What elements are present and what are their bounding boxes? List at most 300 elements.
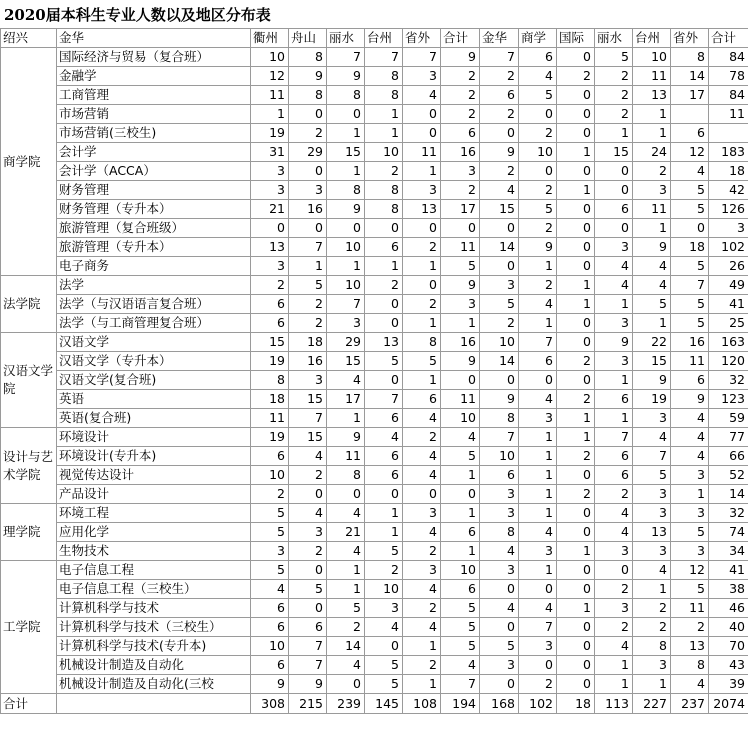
total-blank-cell [57,694,251,714]
value-cell: 4 [633,428,671,447]
value-cell: 8 [365,86,403,105]
value-cell: 6 [365,447,403,466]
value-cell: 8 [633,637,671,656]
major-cell: 法学 [57,276,251,295]
table-row [1,67,748,86]
value-cell: 0 [289,162,327,181]
value-cell: 10 [480,447,519,466]
value-cell: 1 [365,105,403,124]
column-header: 丽水 [595,29,633,48]
value-cell: 2 [289,542,327,561]
total-value-cell: 113 [595,694,633,714]
value-cell: 15 [289,428,327,447]
value-cell: 1 [365,504,403,523]
value-cell: 1 [595,656,633,675]
value-cell: 8 [480,523,519,542]
table-row [1,447,748,466]
value-cell: 7 [480,428,519,447]
column-header: 国际 [557,29,595,48]
value-cell: 2 [289,314,327,333]
value-cell: 1 [403,162,441,181]
column-header: 丽水 [327,29,365,48]
value-cell: 4 [595,637,633,656]
value-cell: 2 [519,276,557,295]
value-cell: 9 [671,390,709,409]
major-cell: 电子信息工程 [57,561,251,580]
table-row [1,523,748,542]
value-cell: 15 [595,143,633,162]
value-cell: 0 [365,485,403,504]
value-cell: 5 [671,523,709,542]
value-cell: 9 [251,675,289,694]
value-cell: 3 [251,542,289,561]
value-cell: 11 [633,200,671,219]
major-cell: 汉语文学 [57,333,251,352]
value-cell: 29 [289,143,327,162]
value-cell: 12 [671,143,709,162]
value-cell: 5 [480,295,519,314]
value-cell: 10 [251,48,289,67]
value-cell: 2 [557,67,595,86]
value-cell: 2 [633,599,671,618]
value-cell: 1 [441,466,480,485]
value-cell: 3 [251,181,289,200]
value-cell: 18 [251,390,289,409]
column-header: 衢州 [251,29,289,48]
table-row [1,333,748,352]
table-row [1,352,748,371]
total-value-cell: 2074 [709,694,748,714]
value-cell: 6 [251,618,289,637]
value-cell: 0 [519,105,557,124]
major-cell: 会计学 [57,143,251,162]
value-cell: 3 [365,599,403,618]
value-cell: 5 [403,352,441,371]
value-cell: 14 [480,352,519,371]
value-cell: 16 [671,333,709,352]
value-cell: 5 [289,276,327,295]
value-cell: 6 [441,523,480,542]
value-cell: 13 [671,637,709,656]
value-cell: 46 [709,599,748,618]
value-cell: 3 [633,656,671,675]
column-header: 绍兴 [1,29,57,48]
value-cell: 7 [519,618,557,637]
value-cell: 7 [327,295,365,314]
value-cell: 5 [519,200,557,219]
value-cell: 2 [519,219,557,238]
total-value-cell: 215 [289,694,327,714]
value-cell: 4 [403,86,441,105]
value-cell [709,124,748,143]
value-cell: 10 [519,143,557,162]
value-cell: 0 [557,618,595,637]
major-cell: 计算机科学与技术（三校生） [57,618,251,637]
value-cell: 3 [327,314,365,333]
value-cell: 4 [671,162,709,181]
value-cell: 1 [595,409,633,428]
value-cell: 4 [671,428,709,447]
table-row [1,314,748,333]
value-cell: 2 [557,390,595,409]
value-cell: 3 [519,637,557,656]
column-header: 省外 [671,29,709,48]
value-cell: 4 [251,580,289,599]
value-cell: 5 [327,599,365,618]
major-cell: 环境设计 [57,428,251,447]
value-cell: 7 [671,276,709,295]
value-cell: 7 [595,428,633,447]
total-value-cell: 168 [480,694,519,714]
value-cell: 5 [441,618,480,637]
value-cell: 3 [633,485,671,504]
major-cell: 旅游管理（专升本） [57,238,251,257]
value-cell: 2 [480,314,519,333]
value-cell: 0 [557,124,595,143]
value-cell: 2 [557,352,595,371]
value-cell: 9 [480,390,519,409]
value-cell: 4 [403,523,441,542]
value-cell: 70 [709,637,748,656]
value-cell: 0 [557,200,595,219]
value-cell: 6 [519,352,557,371]
major-cell: 会计学（ACCA） [57,162,251,181]
value-cell: 5 [441,599,480,618]
value-cell: 8 [671,656,709,675]
value-cell: 0 [327,105,365,124]
value-cell: 5 [633,295,671,314]
value-cell: 10 [327,238,365,257]
value-cell: 8 [289,86,327,105]
value-cell: 6 [251,656,289,675]
value-cell: 0 [480,580,519,599]
value-cell: 3 [480,276,519,295]
value-cell: 1 [327,561,365,580]
value-cell: 17 [327,390,365,409]
value-cell: 4 [671,409,709,428]
value-cell: 17 [671,86,709,105]
value-cell: 3 [289,523,327,542]
value-cell: 16 [441,333,480,352]
value-cell: 3 [403,181,441,200]
major-cell: 电子商务 [57,257,251,276]
value-cell: 0 [557,371,595,390]
value-cell: 4 [595,523,633,542]
value-cell: 4 [633,276,671,295]
column-header: 金华 [480,29,519,48]
value-cell: 9 [289,675,327,694]
value-cell: 2 [519,181,557,200]
value-cell: 9 [633,238,671,257]
value-cell: 13 [403,200,441,219]
value-cell: 14 [709,485,748,504]
table-row [1,162,748,181]
value-cell: 5 [671,295,709,314]
value-cell: 7 [365,48,403,67]
value-cell: 1 [403,257,441,276]
value-cell: 0 [480,257,519,276]
value-cell: 4 [595,257,633,276]
value-cell: 6 [251,314,289,333]
major-cell: 视觉传达设计 [57,466,251,485]
value-cell: 1 [289,257,327,276]
value-cell: 8 [671,48,709,67]
college-cell: 工学院 [1,561,57,694]
value-cell: 7 [519,333,557,352]
value-cell: 5 [480,637,519,656]
value-cell: 1 [519,257,557,276]
value-cell: 1 [595,675,633,694]
value-cell: 10 [441,561,480,580]
value-cell: 3 [519,542,557,561]
distribution-table [0,28,748,714]
value-cell: 0 [595,219,633,238]
value-cell: 3 [289,371,327,390]
value-cell: 1 [441,542,480,561]
value-cell: 3 [480,504,519,523]
table-row [1,542,748,561]
value-cell: 2 [289,295,327,314]
value-cell: 4 [671,675,709,694]
value-cell: 11 [403,143,441,162]
value-cell: 0 [557,238,595,257]
table-row [1,143,748,162]
value-cell: 0 [557,105,595,124]
total-value-cell: 108 [403,694,441,714]
major-cell: 机械设计制造及自动化 [57,656,251,675]
value-cell: 17 [441,200,480,219]
value-cell: 16 [441,143,480,162]
value-cell: 2 [403,428,441,447]
value-cell: 3 [595,542,633,561]
value-cell: 1 [633,314,671,333]
value-cell: 3 [251,257,289,276]
value-cell: 1 [327,124,365,143]
value-cell: 1 [519,428,557,447]
value-cell: 4 [327,656,365,675]
value-cell: 6 [251,295,289,314]
value-cell: 3 [595,314,633,333]
value-cell: 6 [365,238,403,257]
total-label: 合计 [1,694,57,714]
table-row [1,504,748,523]
value-cell: 0 [557,580,595,599]
value-cell: 4 [519,67,557,86]
value-cell: 3 [289,181,327,200]
value-cell: 1 [403,637,441,656]
value-cell: 2 [480,105,519,124]
value-cell: 3 [633,542,671,561]
table-row [1,86,748,105]
value-cell: 1 [403,314,441,333]
major-cell: 财务管理（专升本） [57,200,251,219]
value-cell: 29 [327,333,365,352]
value-cell: 3 [441,162,480,181]
value-cell: 0 [289,219,327,238]
value-cell: 6 [595,466,633,485]
value-cell: 19 [251,428,289,447]
value-cell: 7 [480,48,519,67]
value-cell: 1 [633,105,671,124]
value-cell: 9 [480,143,519,162]
value-cell: 84 [709,86,748,105]
value-cell: 6 [403,390,441,409]
value-cell: 5 [441,637,480,656]
value-cell: 7 [633,447,671,466]
value-cell: 5 [633,466,671,485]
value-cell: 6 [671,124,709,143]
table-row [1,238,748,257]
value-cell: 5 [671,200,709,219]
value-cell: 32 [709,504,748,523]
value-cell: 0 [557,257,595,276]
value-cell: 8 [289,48,327,67]
column-header: 商学 [519,29,557,48]
college-cell: 理学院 [1,504,57,561]
value-cell: 120 [709,352,748,371]
value-cell: 38 [709,580,748,599]
table-row [1,390,748,409]
value-cell: 4 [519,390,557,409]
value-cell: 4 [403,466,441,485]
value-cell: 9 [633,371,671,390]
value-cell: 2 [365,276,403,295]
value-cell: 9 [327,200,365,219]
major-cell: 法学（与汉语语言复合班） [57,295,251,314]
value-cell: 7 [365,390,403,409]
value-cell: 4 [441,428,480,447]
value-cell: 14 [480,238,519,257]
value-cell: 0 [557,162,595,181]
value-cell: 5 [251,523,289,542]
value-cell: 7 [289,656,327,675]
value-cell: 3 [633,181,671,200]
value-cell: 0 [365,637,403,656]
value-cell: 1 [595,371,633,390]
table-row [1,618,748,637]
value-cell: 2 [480,67,519,86]
value-cell: 6 [671,371,709,390]
total-value-cell: 145 [365,694,403,714]
value-cell: 9 [441,48,480,67]
value-cell: 0 [403,105,441,124]
value-cell: 5 [671,580,709,599]
value-cell: 52 [709,466,748,485]
value-cell: 1 [557,542,595,561]
value-cell: 8 [327,466,365,485]
column-header: 台州 [365,29,403,48]
value-cell: 6 [595,447,633,466]
value-cell: 0 [327,675,365,694]
value-cell: 2 [403,295,441,314]
value-cell: 8 [480,409,519,428]
value-cell: 7 [289,637,327,656]
value-cell: 0 [480,675,519,694]
value-cell: 1 [557,428,595,447]
college-cell: 设计与艺术学院 [1,428,57,504]
value-cell: 19 [251,124,289,143]
value-cell: 2 [441,86,480,105]
value-cell: 4 [327,504,365,523]
value-cell: 77 [709,428,748,447]
value-cell: 102 [709,238,748,257]
value-cell: 16 [289,352,327,371]
value-cell: 4 [595,504,633,523]
value-cell: 10 [633,48,671,67]
value-cell: 0 [403,124,441,143]
major-cell: 产品设计 [57,485,251,504]
table-row [1,580,748,599]
value-cell: 4 [327,371,365,390]
value-cell: 5 [671,257,709,276]
value-cell: 0 [289,105,327,124]
value-cell: 0 [403,485,441,504]
value-cell: 6 [480,86,519,105]
value-cell: 13 [633,523,671,542]
value-cell: 66 [709,447,748,466]
value-cell: 5 [441,257,480,276]
total-value-cell: 237 [671,694,709,714]
table-row [1,295,748,314]
value-cell: 15 [251,333,289,352]
value-cell: 59 [709,409,748,428]
table-row [1,599,748,618]
value-cell: 3 [595,238,633,257]
value-cell: 2 [403,238,441,257]
value-cell: 0 [441,219,480,238]
value-cell: 74 [709,523,748,542]
value-cell: 7 [327,48,365,67]
value-cell: 2 [403,542,441,561]
value-cell: 3 [403,67,441,86]
value-cell: 0 [480,124,519,143]
value-cell: 5 [251,504,289,523]
value-cell: 6 [365,409,403,428]
value-cell: 10 [365,143,403,162]
major-cell: 汉语文学(复合班) [57,371,251,390]
value-cell: 13 [365,333,403,352]
value-cell: 1 [595,124,633,143]
table-header [1,29,748,48]
table-row [1,371,748,390]
value-cell: 24 [633,143,671,162]
value-cell: 1 [519,504,557,523]
value-cell: 4 [519,523,557,542]
major-cell: 计算机科学与技术 [57,599,251,618]
value-cell: 13 [633,86,671,105]
value-cell: 0 [365,314,403,333]
value-cell: 0 [557,86,595,105]
value-cell: 2 [403,656,441,675]
value-cell: 1 [557,181,595,200]
value-cell: 2 [519,124,557,143]
value-cell: 41 [709,561,748,580]
college-cell: 商学院 [1,48,57,276]
value-cell: 0 [595,162,633,181]
value-cell: 6 [519,48,557,67]
value-cell: 16 [289,200,327,219]
value-cell: 2 [595,86,633,105]
value-cell: 15 [633,352,671,371]
column-header: 舟山 [289,29,327,48]
value-cell: 0 [557,675,595,694]
value-cell: 12 [251,67,289,86]
value-cell: 0 [441,371,480,390]
value-cell: 7 [289,409,327,428]
major-cell: 市场营销(三校生) [57,124,251,143]
value-cell: 1 [403,675,441,694]
total-value-cell: 18 [557,694,595,714]
